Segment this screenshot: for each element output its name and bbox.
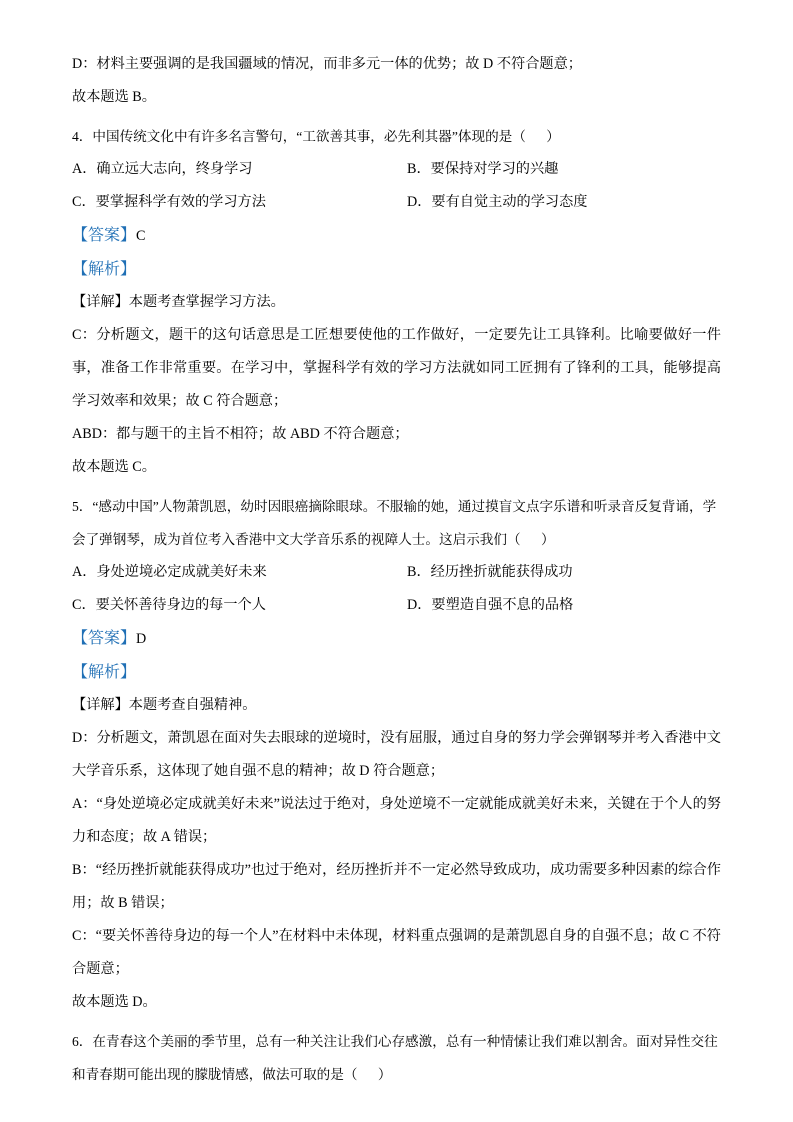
answer-line-4 [72, 219, 721, 253]
analysis-line-4 [72, 253, 721, 286]
option-c: C．要关怀善待身边的每一个人 [72, 597, 266, 613]
paragraph-1: D：材料主要强调的是我国疆域的情况，而非多元一体的优势；故 D 不符合题意； [72, 56, 582, 72]
question-6: 6．在青春这个美丽的季节里，总有一种关注让我们心存感激，总有一种情愫让我们难以割舍。面对异性交往和青春期可能出现的朦胧情感，做法可取的是（ ） [72, 1034, 718, 1082]
answer-label: 【答案】 [72, 227, 137, 244]
detail-heading-5: 【详解】本题考查自强精神。 [72, 697, 257, 713]
option-b: B．要保持对学习的兴趣 [407, 161, 559, 177]
question-4: 4．中国传统文化中有许多名言警句，“工欲善其事，必先利其器”体现的是（ ） [72, 129, 560, 144]
detail-c-5: C：“要关怀善待身边的每一个人”在材料中未体现，材料重点强调的是萧凯恩自身的自强不息；故 C 不符合题意； [72, 928, 721, 977]
answer-label: 【答案】 [72, 630, 137, 647]
detail-heading-4: 【详解】本题考查掌握学习方法。 [72, 294, 285, 310]
option-b: B．经历挫折就能获得成功 [407, 564, 573, 580]
question-4-options-row-1 [72, 153, 721, 186]
detail-b-5: B：“经历挫折就能获得成功”也过于绝对，经历挫折并不一定必然导致成功，成功需要多种因素的综合作用；故 B 错误； [72, 862, 721, 911]
option-c: C．要掌握科学有效的学习方法 [72, 194, 266, 210]
analysis-label: 【解析】 [72, 664, 137, 681]
question-5: 5．“感动中国”人物萧凯恩，幼时因眼癌摘除眼球。不服输的她，通过摸盲文点字乐谱和听录音反复背诵，学会了弹钢琴，成为首位考入香港中文大学音乐系的视障人士。这启示我们（ ） [72, 499, 717, 547]
paragraph-2: 故本题选 B。 [72, 89, 156, 105]
question-5-options-row-2 [72, 589, 721, 622]
option-a: A．身处逆境必定成就美好未来 [72, 564, 267, 580]
detail-d-5: D：分析题文，萧凯恩在面对失去眼球的逆境时，没有屈服，通过自身的努力学会弹钢琴并考入香港中文大学音乐系，这体现了她自强不息的精神；故 D 符合题意； [72, 730, 721, 779]
analysis-line-5 [72, 656, 721, 689]
detail-c-4: C：分析题文，题干的这句话意思是工匠想要使他的工作做好，一定要先让工具锋利。比喻要做好一件事，准备工作非常重要。在学习中，掌握科学有效的学习方法就如同工匠拥有了锋利的工具，能够提高学习效率和效果；故 C 符合题意； [72, 327, 721, 409]
answer-value: D [136, 631, 147, 647]
answer-line-5 [72, 622, 721, 656]
conclusion-4: 故本题选 C。 [72, 459, 156, 475]
conclusion-5: 故本题选 D。 [72, 994, 157, 1010]
answer-value: C [136, 228, 146, 244]
option-a: A．确立远大志向，终身学习 [72, 161, 253, 177]
option-d: D．要塑造自强不息的品格 [407, 597, 574, 613]
question-4-options-row-2 [72, 186, 721, 219]
detail-a-5: A：“身处逆境必定成就美好未来”说法过于绝对，身处逆境不一定就能成就美好未来，关键在于个人的努力和态度；故 A 错误； [72, 796, 721, 845]
option-d: D．要有自觉主动的学习态度 [407, 194, 588, 210]
detail-abd-4: ABD：都与题干的主旨不相符；故 ABD 不符合题意； [72, 426, 409, 442]
analysis-label: 【解析】 [72, 261, 137, 278]
question-5-options-row-1 [72, 556, 721, 589]
